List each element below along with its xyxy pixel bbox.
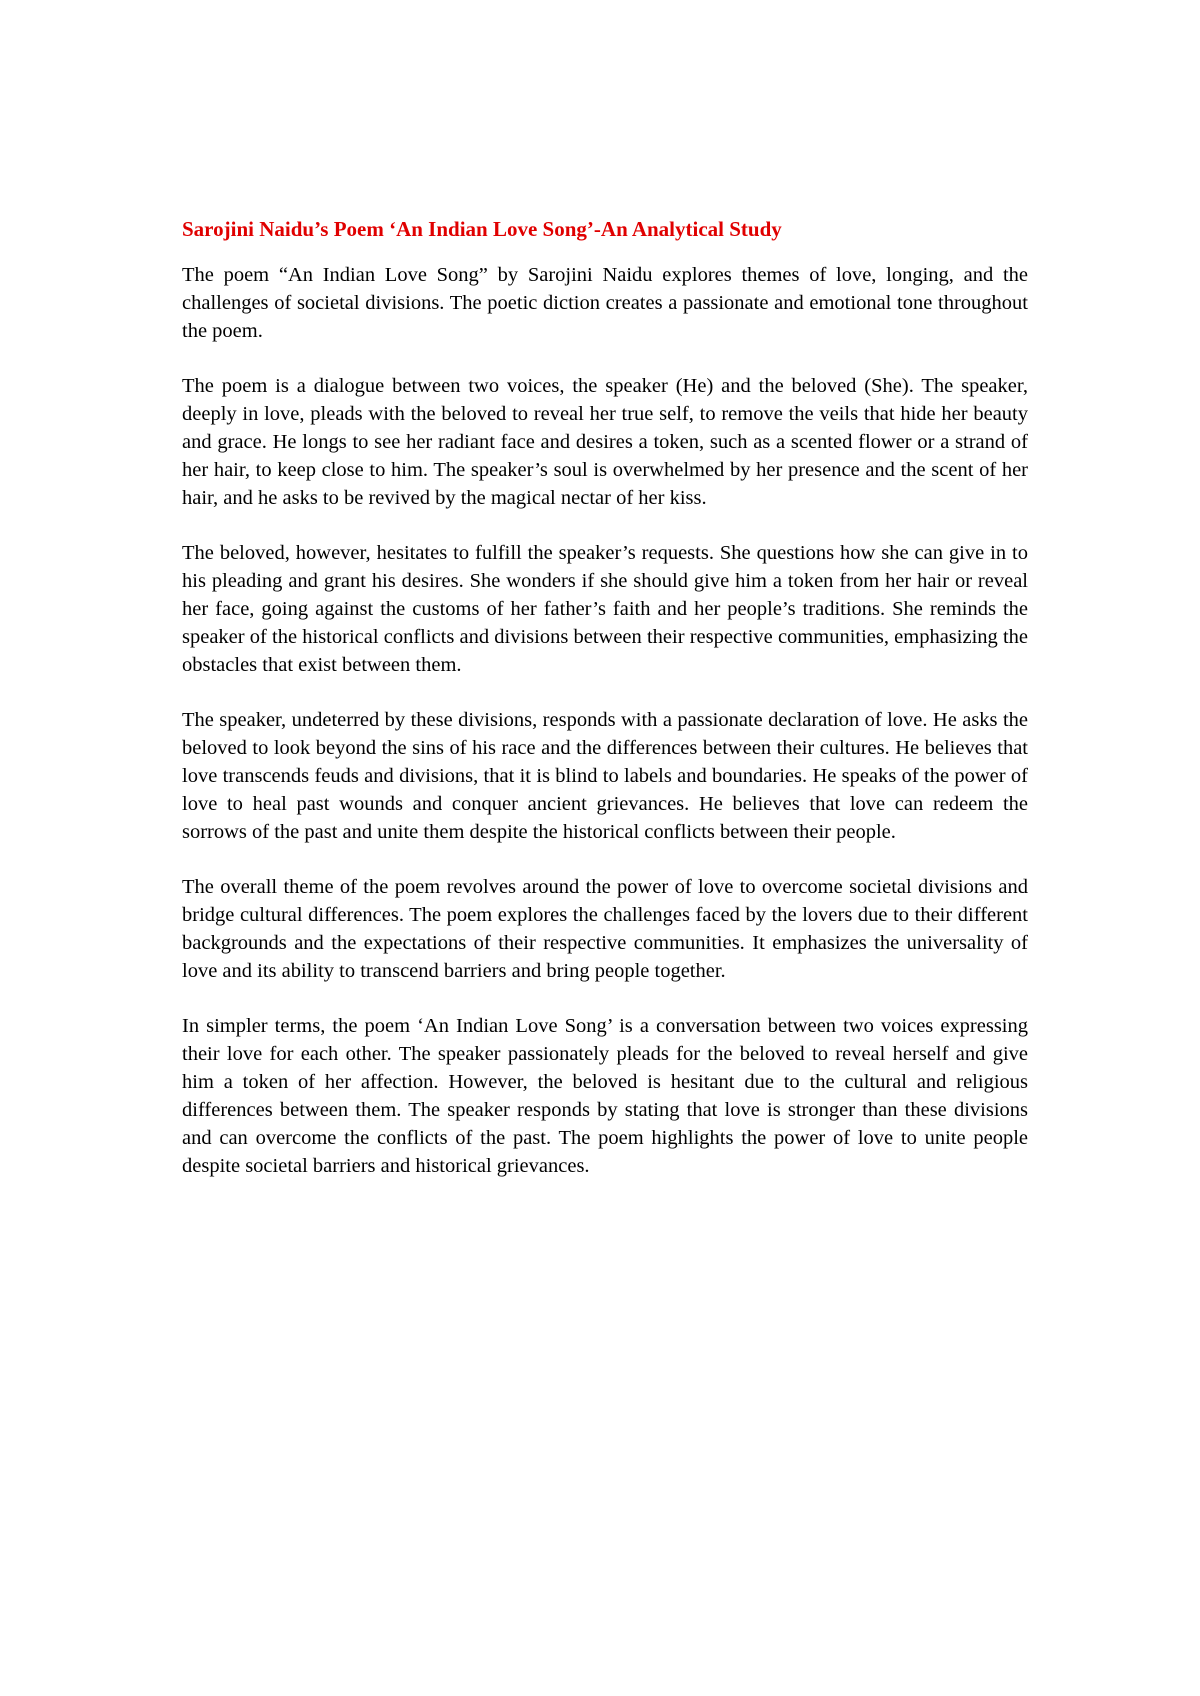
document-body (182, 215, 1028, 1207)
paragraph-theme: The overall theme of the poem revolves around the power of love to overcome societal divisions and bridge cultural differences. The poem explores the challenges faced by the lovers due to their different backgrounds and the expectations of their respective communities. It emphasizes the universality of love and its ability to transcend barriers and bring people together. (182, 876, 1028, 982)
paragraph-speaker-response: The speaker, undeterred by these divisions, responds with a passionate declaration of love. He asks the beloved to look beyond the sins of his race and the differences between their cultures. He believes that love transcends feuds and divisions, that it is blind to labels and boundaries. He speaks of the power of love to heal past wounds and conquer ancient grievances. He believes that love can redeem the sorrows of the past and unite them despite the historical conflicts between their people. (182, 709, 1028, 843)
paragraph-summary: In simpler terms, the poem ‘An Indian Love Song’ is a conversation between two voices expressing their love for each other. The speaker passionately pleads for the beloved to reveal herself and give him a token of her affection. However, the beloved is hesitant due to the cultural and religious differences between them. The speaker responds by stating that love is stronger than these divisions and can overcome the conflicts of the past. The poem highlights the power of love to unite people despite societal barriers and historical grievances. (182, 1015, 1028, 1177)
paragraph-dialogue: The poem is a dialogue between two voices, the speaker (He) and the beloved (She). The speaker, deeply in love, pleads with the beloved to reveal her true self, to remove the veils that hide her beauty and grace. He longs to see her radiant face and desires a token, such as a scented flower or a strand of her hair, to keep close to him. The speaker’s soul is overwhelmed by her presence and the scent of her hair, and he asks to be revived by the magical nectar of her kiss. (182, 375, 1028, 509)
document-title: Sarojini Naidu’s Poem ‘An Indian Love Song’-An Analytical Study (182, 217, 782, 241)
paragraph-beloved: The beloved, however, hesitates to fulfill the speaker’s requests. She questions how she can give in to his pleading and grant his desires. She wonders if she should give him a token from her hair or reveal her face, going against the customs of her father’s faith and her people’s traditions. She reminds the speaker of the historical conflicts and divisions between their respective communities, emphasizing the obstacles that exist between them. (182, 542, 1028, 676)
paragraph-introduction: The poem “An Indian Love Song” by Sarojini Naidu explores themes of love, longing, and the challenges of societal divisions. The poetic diction creates a passionate and emotional tone throughout the poem. (182, 264, 1028, 342)
